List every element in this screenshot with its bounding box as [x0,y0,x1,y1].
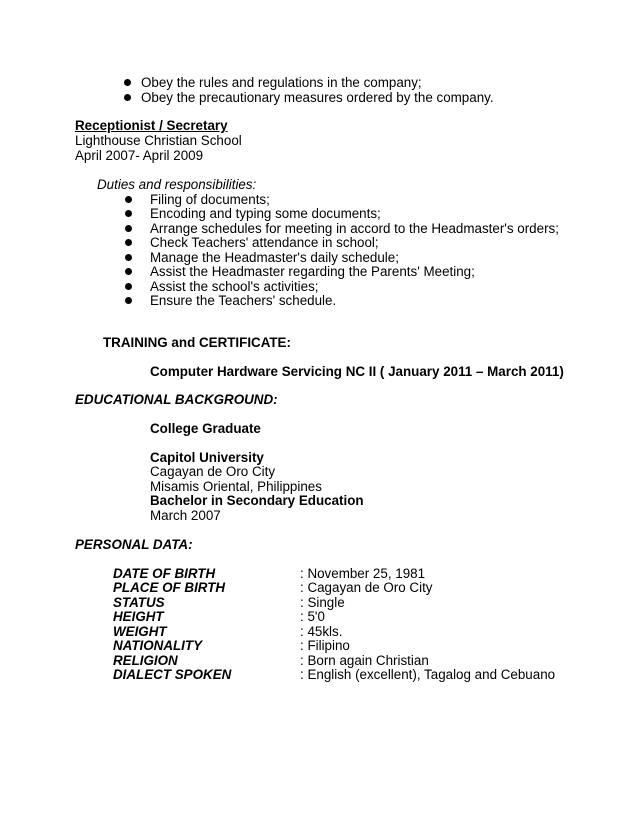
personal-value: : Filipino [300,638,350,653]
duty-item: Arrange schedules for meeting in accord to the Headmaster's orders; [150,221,559,236]
personal-value: : November 25, 1981 [300,566,426,581]
bullet-icon [125,210,132,217]
personal-label: DIALECT SPOKEN [113,667,232,682]
bullet-icon [125,268,132,275]
bullet-icon [125,196,132,203]
personal-value: : 5'0 [300,609,325,624]
education-degree: Bachelor in Secondary Education [150,493,364,508]
top-bullet-1: Obey the rules and regulations in the company; [141,75,422,90]
education-heading: EDUCATIONAL BACKGROUND: [75,392,278,407]
bullet-icon [125,283,132,290]
duty-item: Filing of documents; [150,192,270,207]
job-employer: Lighthouse Christian School [75,133,242,148]
personal-value: : Cagayan de Oro City [300,580,433,595]
training-heading: TRAINING and CERTIFICATE: [103,335,291,350]
personal-label: HEIGHT [113,609,164,624]
bullet-icon [124,79,131,86]
duty-item: Assist the school's activities; [150,279,319,294]
personal-value: : English (excellent), Tagalog and Cebuano [300,667,556,682]
personal-label: DATE OF BIRTH [113,566,216,581]
bullet-icon [125,225,132,232]
job-period: April 2007- April 2009 [75,148,204,163]
personal-label: WEIGHT [113,624,167,639]
education-level: College Graduate [150,421,261,436]
duty-item: Ensure the Teachers' schedule. [150,293,337,308]
bullet-icon [125,297,132,304]
education-date: March 2007 [150,508,221,523]
duty-item: Check Teachers' attendance in school; [150,235,379,250]
training-item: Computer Hardware Servicing NC II ( January 2011 – March 2011) [150,364,564,379]
bullet-icon [125,254,132,261]
duty-item: Manage the Headmaster's daily schedule; [150,250,399,265]
duties-heading: Duties and responsibilities: [97,177,257,192]
duty-item: Encoding and typing some documents; [150,206,381,221]
personal-heading: PERSONAL DATA: [75,537,193,552]
top-bullet-2: Obey the precautionary measures ordered by the company. [141,90,494,105]
personal-value: : 45kls. [300,624,343,639]
bullet-icon [125,239,132,246]
personal-value: : Born again Christian [300,653,429,668]
duty-item: Assist the Headmaster regarding the Parents' Meeting; [150,264,475,279]
job-title: Receptionist / Secretary [75,118,228,133]
personal-label: RELIGION [113,653,178,668]
personal-label: STATUS [113,595,165,610]
education-school: Capitol University [150,450,264,465]
personal-label: PLACE OF BIRTH [113,580,226,595]
education-city: Cagayan de Oro City [150,464,276,479]
education-province: Misamis Oriental, Philippines [150,479,322,494]
personal-label: NATIONALITY [113,638,203,653]
bullet-icon [124,94,131,101]
personal-value: : Single [300,595,345,610]
